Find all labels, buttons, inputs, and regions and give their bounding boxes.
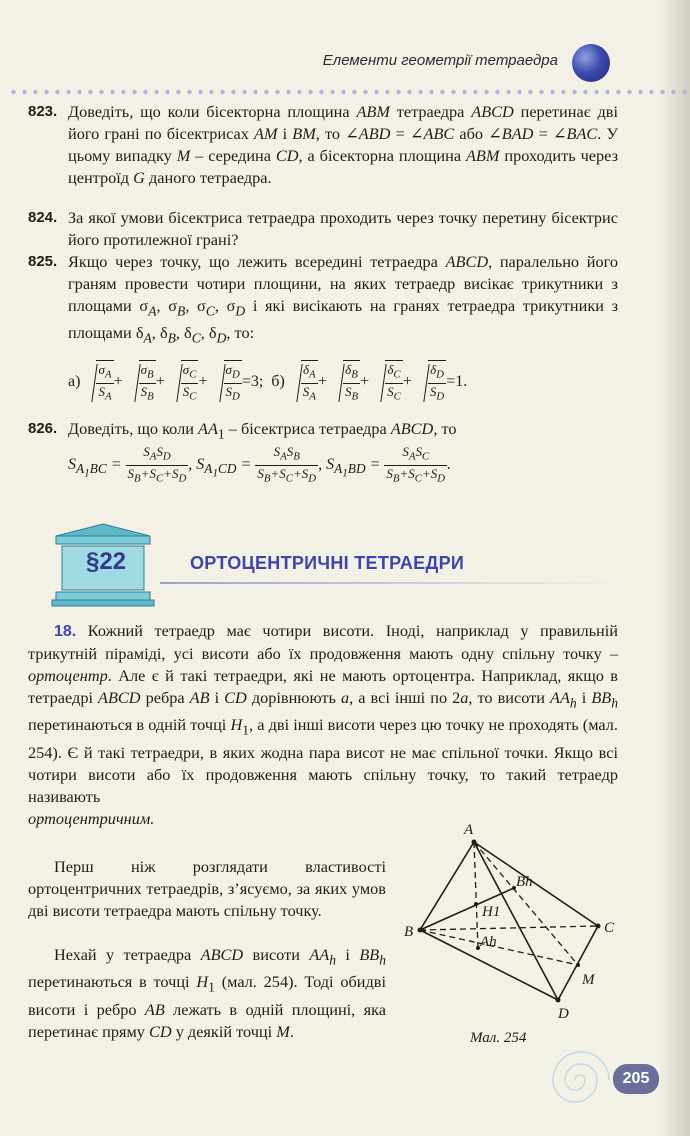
paragraph-number: 18.: [54, 623, 77, 640]
running-header: [310, 50, 610, 80]
section-number: §22: [85, 548, 127, 575]
figure-caption: Мал. 254: [470, 1030, 527, 1046]
label-c: C: [604, 920, 615, 936]
label-bh: Bh: [516, 874, 533, 890]
label-a: A: [464, 822, 474, 838]
page-number: 205: [613, 1064, 659, 1094]
problem-825: 825. Якщо через точку, що лежить всередині тетраедра ABCD, паралельно його граням провести чотири площини, на яких тетраедр висікає трикутники з площами $\sigma_A$, $\sigma_B$, $\sigma_C$, $\sigma_D$ і які висікають на гранях тетраедра трикутники з площами $\delta_A$, $\delta_B$, $\delta_C$, $\delta_D$, то:: [28, 252, 619, 346]
problem-826: 826. Доведіть, що коли $AA_1$ – бісектриса тетраедра ABCD, то: [28, 419, 457, 442]
problem-number: 824.: [28, 209, 58, 226]
formula-part-a-label: а): [68, 372, 81, 390]
problem-824: 824. За якої умови бісектриса тетраедра проходить через точку перетину бісектрис його протилежної грані?: [28, 208, 618, 249]
label-d: D: [558, 1006, 569, 1022]
tetrahedron-figure: [398, 820, 638, 1060]
problem-number: 825.: [28, 253, 58, 270]
header-ball-ornament: [572, 44, 610, 82]
section-title: ОРТОЦЕНТРИЧНІ ТЕТРАЕДРИ: [190, 553, 465, 573]
problem-number: 826.: [28, 420, 58, 437]
problem-number: 823.: [28, 103, 58, 120]
label-m: M: [582, 972, 595, 988]
label-h1: H1: [482, 904, 501, 920]
paragraph-18: 18. Кожний тетраедр має чотири висоти. Іноді, наприклад у правильній трикутній піраміді, усі висоти або їх продовження мають одну спільну точку – ортоцентр. Але є й такі тетраедри, які не мають ортоцентра. Наприклад, якщо в тетраедрі ABCD ребра AB і CD дорівнюють a, а всі інші по 2a, то висоти $AA_h$ і $BB_h$ перетинаються в одній точці $H_1$, а дві інші висоти через цю точку не проходять (мал. 254). Є й такі тетраедри, в яких жодна пара висот не має спільної точки. Якщо всі чотири висоти або їх продовження мають спільну точку, то такий тетраедр називають ортоцентричним.: [28, 621, 618, 828]
running-header-title: Елементи геометрії тетраедра: [322, 52, 558, 69]
formula-825: а) $\frac{\sigma_A}{S_A}$ + $\frac{\sigma_B}{S_B}$ + $\frac{\sigma_C}{S_C}$ + $\frac{\sigma_D}{S_D}$ =3; б) $\frac{\delta_A}{S_A}$ + $\frac{\delta_B}{S_B}$ + $\frac{\delta_C}{S_C}$ + $\frac{\delta_D}{S_D}$ =1.: [68, 362, 468, 403]
paragraph-let: Нехай у тетраедра ABCD висоти $AA_h$ і $BB_h$ перетинаються в точці $H_1$ (мал. 254). Тоді обидві висоти і ребро AB лежать в одній площині, яка перетинає пряму CD у деякій точці M.: [28, 945, 387, 1041]
formula-result-a: =3;: [241, 372, 264, 390]
label-ah: Ah: [480, 934, 497, 950]
term-orthocentric: ортоцентричним.: [28, 808, 155, 828]
formula-result-b: =1.: [446, 372, 468, 390]
formula-826: $S_{A_1BC}$ = $\frac{S_AS_D}{S_B+S_C+S_D}$ , $S_{A_1CD}$ = $\frac{S_AS_B}{S_B+S_C+S_D}$ , $S_{A_1BD}$ = $\frac{S_AS_C}{S_B+S_C+S_D}$ .: [68, 444, 452, 485]
page-edge-shadow: [658, 0, 690, 1136]
label-b: B: [404, 924, 414, 940]
section-underline: [160, 582, 620, 584]
problem-823: 823. Доведіть, що коли бісекторна площина ABM тетраедра ABCD перетинає дві його грані по бісектрисах AM і BM, то ∠ABD = ∠ABC або ∠BAD = ∠BAC. У цьому випадку M – середина CD, а бісекторна площина ABM проходить через центроїд G даного тетраедра.: [28, 102, 619, 187]
dotted-divider: [8, 88, 688, 96]
paragraph-conditions-text: Перш ніж розглядати властивості ортоцентричних тетраедрів, з’ясуємо, за яких умов дві висоти тетраедра мають спільну точку.: [28, 857, 386, 920]
swirl-ornament: [535, 1040, 625, 1120]
formula-part-b-label: б): [271, 372, 285, 390]
paragraph-conditions: [28, 856, 386, 922]
